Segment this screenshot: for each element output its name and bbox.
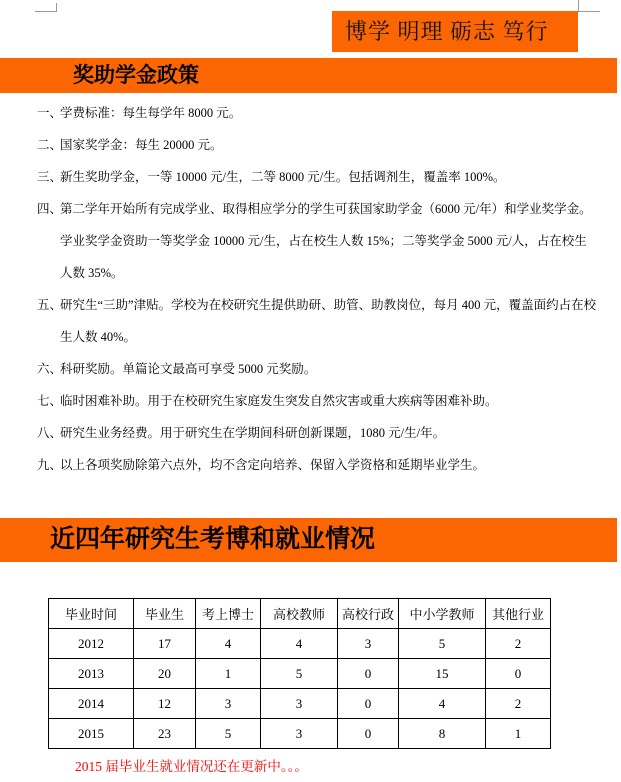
- policy-item-number: 八、: [37, 426, 63, 440]
- policy-item-text: 研究生“三助”津贴。学校为在校研究生提供助研、助管、助教岗位，每月 400 元，覆盖面约占在校生人数 40%。: [60, 298, 597, 344]
- margin-mark-left-icon: [35, 3, 57, 12]
- table-row: [49, 719, 551, 749]
- policy-item: [37, 161, 599, 193]
- policy-item: [37, 193, 599, 289]
- policy-item: [37, 289, 599, 353]
- table-cell: 3: [261, 719, 338, 749]
- policy-item-text: 第二学年开始所有完成学业、取得相应学分的学生可获国家助学金（6000 元/年）和学业奖学金。学业奖学金资助一等奖学金 10000 元/生，占在校生人数 15%；二等奖学金 5000 元/人，占在校生人数 35%。: [60, 202, 592, 280]
- employment-table-header-cell: 考上博士: [196, 599, 261, 629]
- employment-update-note: 2015 届毕业生就业情况还在更新中。。。: [75, 759, 308, 774]
- policy-item-number: 三、: [37, 170, 63, 184]
- policy-item-text: 临时困难补助。用于在校研究生家庭发生突发自然灾害或重大疾病等困难补助。: [60, 394, 498, 408]
- table-row: [49, 659, 551, 689]
- employment-table-header-cell: 毕业生: [134, 599, 196, 629]
- policy-item-number: 七、: [37, 394, 63, 408]
- policy-item-text: 学费标准：每生每学年 8000 元。: [60, 106, 242, 120]
- policy-item-text: 以上各项奖励除第六点外，均不含定向培养、保留入学资格和延期毕业学生。: [60, 458, 486, 472]
- policy-item: [37, 353, 599, 385]
- table-cell: 1: [196, 659, 261, 689]
- section-title-employment: 近四年研究生考博和就业情况: [0, 518, 617, 562]
- policy-item-number: 四、: [37, 202, 63, 216]
- employment-table-header-cell: 中小学教师: [399, 599, 486, 629]
- table-cell: 2014: [49, 689, 134, 719]
- table-cell: 0: [486, 659, 551, 689]
- table-cell: 23: [134, 719, 196, 749]
- table-cell: 2: [486, 629, 551, 659]
- policy-item-number: 六、: [37, 362, 63, 376]
- table-row: [49, 629, 551, 659]
- table-cell: 5: [399, 629, 486, 659]
- policy-item: [37, 449, 599, 481]
- policy-item-number: 一、: [37, 106, 63, 120]
- table-cell: 12: [134, 689, 196, 719]
- table-cell: 3: [196, 689, 261, 719]
- policy-item-number: 二、: [37, 138, 63, 152]
- policy-item: [37, 129, 599, 161]
- policy-item: [37, 97, 599, 129]
- table-cell: 2012: [49, 629, 134, 659]
- employment-table-header-row: [49, 599, 551, 629]
- table-cell: 15: [399, 659, 486, 689]
- table-cell: 2015: [49, 719, 134, 749]
- policy-list: [37, 97, 599, 481]
- policy-item: [37, 385, 599, 417]
- policy-item: [37, 417, 599, 449]
- policy-item-text: 科研奖励。单篇论文最高可享受 5000 元奖励。: [60, 362, 317, 376]
- employment-table-body: [49, 629, 551, 749]
- table-cell: 8: [399, 719, 486, 749]
- table-cell: 0: [338, 719, 399, 749]
- table-cell: 4: [261, 629, 338, 659]
- table-cell: 5: [261, 659, 338, 689]
- table-cell: 0: [338, 659, 399, 689]
- school-motto-banner: 博学 明理 砺志 笃行: [332, 11, 578, 52]
- section-title-scholarship-policy: 奖助学金政策: [0, 58, 617, 93]
- table-cell: 3: [338, 629, 399, 659]
- table-cell: 5: [196, 719, 261, 749]
- table-cell: 3: [261, 689, 338, 719]
- policy-item-number: 九、: [37, 458, 63, 472]
- table-cell: 4: [399, 689, 486, 719]
- table-cell: 2: [486, 689, 551, 719]
- policy-item-text: 国家奖学金：每生 20000 元。: [60, 138, 223, 152]
- employment-table-header-cell: 毕业时间: [49, 599, 134, 629]
- policy-item-text: 新生奖助学金，一等 10000 元/生，二等 8000 元/生。包括调剂生，覆盖率 100%。: [60, 170, 506, 184]
- employment-table-header-cell: 其他行业: [486, 599, 551, 629]
- table-row: [49, 689, 551, 719]
- employment-table-header-cell: 高校行政: [338, 599, 399, 629]
- table-cell: 2013: [49, 659, 134, 689]
- policy-item-text: 研究生业务经费。用于研究生在学期间科研创新课题，1080 元/生/年。: [60, 426, 446, 440]
- employment-table: [48, 598, 551, 749]
- employment-table-header-cell: 高校教师: [261, 599, 338, 629]
- table-cell: 20: [134, 659, 196, 689]
- margin-mark-right-icon: [578, 0, 600, 12]
- policy-item-number: 五、: [37, 298, 63, 312]
- table-cell: 1: [486, 719, 551, 749]
- table-cell: 17: [134, 629, 196, 659]
- table-cell: 0: [338, 689, 399, 719]
- table-cell: 4: [196, 629, 261, 659]
